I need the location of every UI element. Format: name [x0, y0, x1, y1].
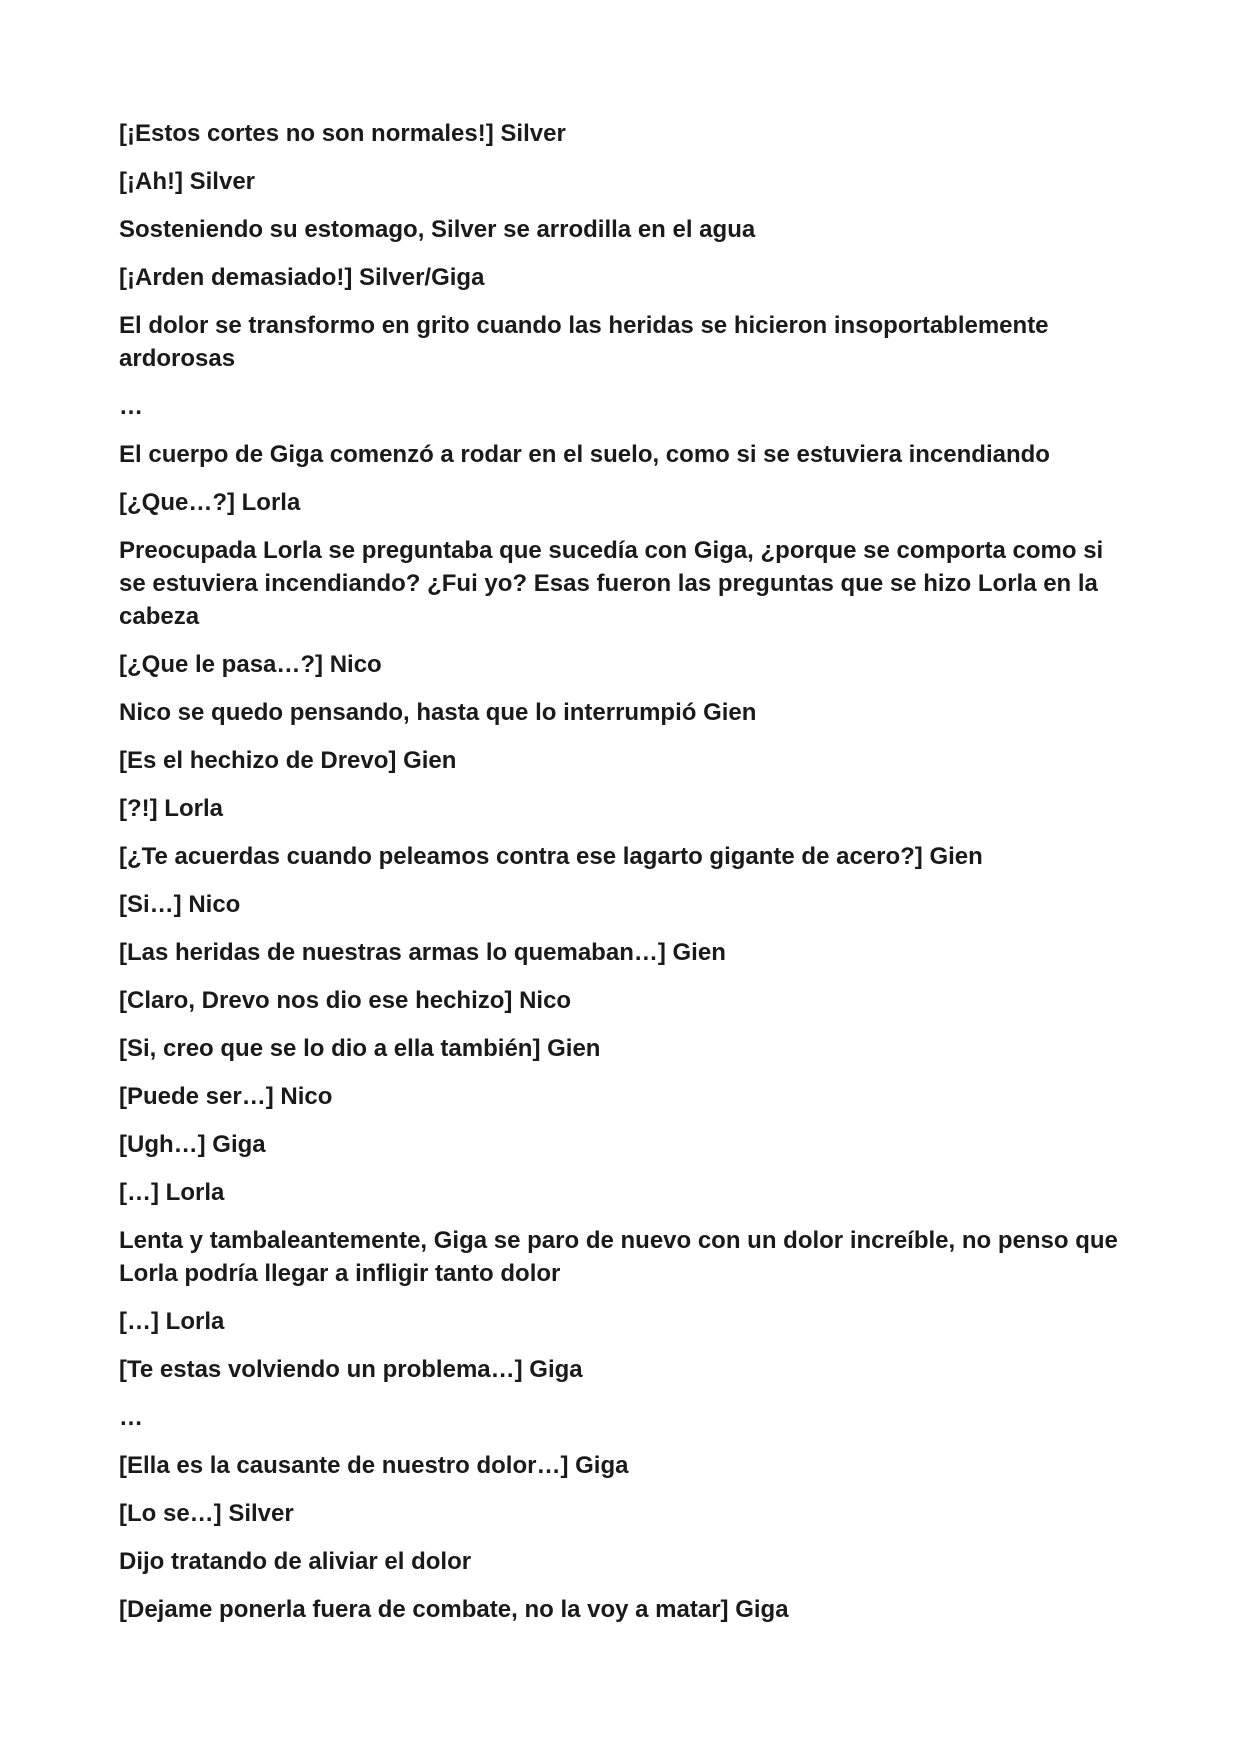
paragraph: Dijo tratando de aliviar el dolor [119, 1548, 472, 1575]
paragraph: [¿Te acuerdas cuando peleamos contra ese lagarto gigante de acero?] Gien [119, 843, 983, 870]
paragraph: [Si, creo que se lo dio a ella también] Gien [119, 1035, 601, 1062]
paragraph: [Si…] Nico [119, 891, 241, 918]
paragraph: … [119, 1404, 143, 1431]
paragraph: [Ugh…] Giga [119, 1131, 266, 1158]
paragraph: Preocupada Lorla se preguntaba que sucedía con Giga, ¿porque se comporta como si se estuviera incendiando? ¿Fui yo? Esas fueron las preguntas que se hizo Lorla en la cabeza [119, 537, 1104, 630]
paragraph: [Ella es la causante de nuestro dolor…] Giga [119, 1452, 629, 1479]
paragraph: [¿Que…?] Lorla [119, 489, 301, 516]
paragraph: [Te estas volviendo un problema…] Giga [119, 1356, 583, 1383]
paragraph: [Dejame ponerla fuera de combate, no la voy a matar] Giga [119, 1596, 789, 1623]
paragraph: [?!] Lorla [119, 795, 223, 822]
paragraph: […] Lorla [119, 1308, 225, 1335]
paragraph: […] Lorla [119, 1179, 225, 1206]
paragraph: [¡Estos cortes no son normales!] Silver [119, 120, 566, 147]
paragraph: Sosteniendo su estomago, Silver se arrodilla en el agua [119, 216, 756, 243]
paragraph: El cuerpo de Giga comenzó a rodar en el suelo, como si se estuviera incendiando [119, 441, 1050, 468]
paragraph: [¡Ah!] Silver [119, 168, 256, 195]
paragraph: … [119, 393, 143, 420]
paragraph: [Es el hechizo de Drevo] Gien [119, 747, 457, 774]
paragraph: [Puede ser…] Nico [119, 1083, 333, 1110]
paragraph: [Claro, Drevo nos dio ese hechizo] Nico [119, 987, 572, 1014]
paragraph: Nico se quedo pensando, hasta que lo interrumpió Gien [119, 699, 757, 726]
paragraph: El dolor se transformo en grito cuando las heridas se hicieron insoportablemente ardorosas [119, 312, 1049, 372]
paragraph: [¡Arden demasiado!] Silver/Giga [119, 264, 485, 291]
document-body [119, 117, 1129, 1641]
paragraph: [¿Que le pasa…?] Nico [119, 651, 382, 678]
paragraph: [Las heridas de nuestras armas lo quemaban…] Gien [119, 939, 726, 966]
paragraph: Lenta y tambaleantemente, Giga se paro de nuevo con un dolor increíble, no penso que Lorla podría llegar a infligir tanto dolor [119, 1227, 1118, 1287]
paragraph: [Lo se…] Silver [119, 1500, 294, 1527]
